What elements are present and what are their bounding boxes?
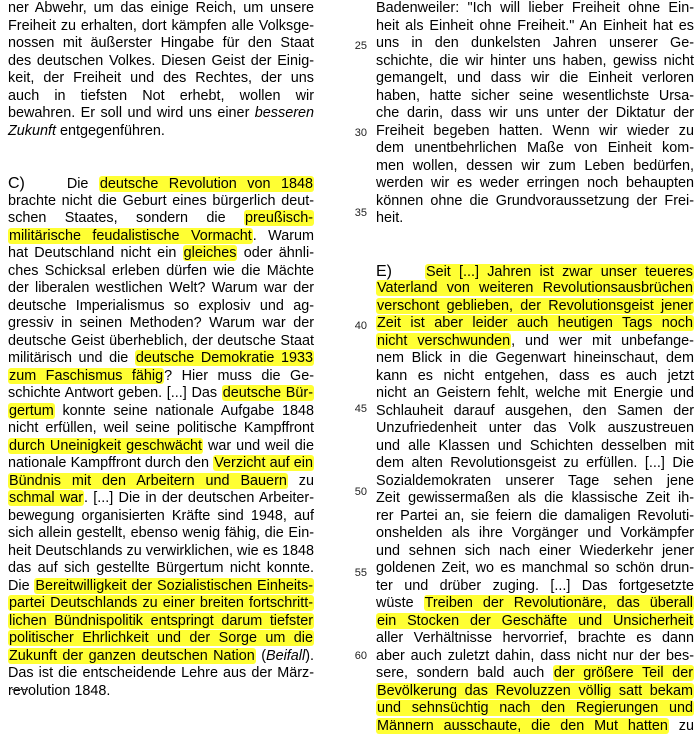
highlight: Treiben der Revolutionäre, das überall	[424, 595, 694, 611]
highlight: preußisch-	[244, 210, 314, 226]
line-number: 35	[343, 207, 367, 219]
text-line: nicht verschwunden, und wer mit unbefange-	[376, 333, 694, 351]
text-line: rer Partei an, sie feiern die damaligen Revoluti-	[376, 508, 694, 526]
text-line: und sehnen sich nach einer Wiederkehr jener	[376, 543, 694, 561]
text-line: gressiv in seinen Methoden? Warum war der	[8, 315, 314, 333]
text-line	[376, 700, 694, 718]
text-line: bewegung organisierten Kräfte sind 1948, auf	[8, 508, 314, 526]
text-line: des deutschen Volkes. Diesen Geist der Einig-	[8, 53, 314, 71]
text-line: Sozialdemokraten unserer Tage sehen jene	[376, 473, 694, 491]
line-number: 60	[343, 650, 367, 662]
highlight: der größere Teil der	[553, 665, 694, 681]
highlight: Seit [...] Jahren ist zwar unser teueres	[425, 264, 694, 280]
highlight: schmal war	[8, 490, 84, 506]
text-line: nicht erfüllen, weil seine politische Kampffront	[8, 420, 314, 438]
text-line: Badenweiler: "Ich will lieber Freiheit ohne Ein-	[376, 0, 694, 18]
right-column	[376, 0, 694, 735]
highlight: deutsche Demokratie 1933	[135, 350, 314, 366]
text-line: gemangelt, und dass wir die Einheit verloren	[376, 70, 694, 88]
text-line: Zukunft entgegenführen.	[8, 123, 314, 141]
italic-word: Zukunft	[8, 123, 56, 139]
text-line: schichte, die wir hinter uns haben, gewiss nicht	[376, 53, 694, 71]
text-line	[376, 613, 694, 631]
text-line: Freiheit begeben hatten. Wenn wir wieder zu	[376, 123, 694, 141]
text-line: keit, der Freiheit und des Rechtes, der uns	[8, 70, 314, 88]
text-line	[8, 595, 314, 613]
text-line: nicht an Geistern fehlt, welche mit Energie und	[376, 385, 694, 403]
text-line: schichte Antwort geben. [...] Das deutsche Bür-	[8, 385, 314, 403]
text-line: zum Faschismus fähig? Hier muss die Ge-	[8, 368, 314, 386]
text-line: che darin, dass wir uns unter der Diktatur der	[376, 105, 694, 123]
text-line: heit als Einheit ohne Freiheit." An Einheit hat es	[376, 18, 694, 36]
highlight: durch Uneinigkeit geschwächt	[8, 438, 203, 454]
highlight: Zukunft der ganzen deutschen Nation	[8, 648, 256, 664]
highlight: Verzicht auf ein	[213, 455, 314, 471]
highlight: Bündnis mit den Arbeitern und Bauern	[8, 473, 288, 489]
section-e	[376, 263, 694, 735]
text-line: durch Uneinigkeit geschwächt war und weil die	[8, 438, 314, 456]
text-line: sich allein gestellt, ebenso wenig fähig, die Ein-	[8, 525, 314, 543]
line-number: 30	[343, 127, 367, 139]
text-line: kann es nicht entgehen, dass es auch jetzt	[376, 368, 694, 386]
text-line: Freiheit zu erhalten, dort kämpfen alle Volksge-	[8, 18, 314, 36]
text-line: deutsche Geist überheblich, der deutsche Staat	[8, 333, 314, 351]
text-line: deutsche Imperialismus so explosiv und ag-	[8, 298, 314, 316]
text-line: brachte nicht die Geburt eines bürgerlich deut-	[8, 193, 314, 211]
text-line: haben, hatte sicher seine wesentlichste Ursa-	[376, 88, 694, 106]
text-line: aber auch zuletzt dahin, dass nicht nur der bes-	[376, 648, 694, 666]
text-line: Männern ausschaute, die den Mut hatten zu	[376, 718, 694, 735]
text-line	[376, 315, 694, 333]
highlight: nicht verschwunden	[376, 333, 511, 349]
text-line: Unzufriedenheit unter das Volk auszustreuen	[376, 420, 694, 438]
text-line: der liberalen westlichen Welt? Warum war der	[8, 280, 314, 298]
text-line: und alle Klassen und Schichten desselben mit	[376, 438, 694, 456]
text-line: revolution 1848.	[8, 683, 314, 701]
text-line: heit.	[376, 210, 694, 228]
text-line: nationale Kampffront durch den Verzicht auf ein	[8, 455, 314, 473]
text-line: gertum konnte seine nationale Aufgabe 1848	[8, 403, 314, 421]
text-line: auch in tiefsten Not erhebt, wollen wir	[8, 88, 314, 106]
text-line: ter und drüber zuging. [...] Das fortgesetzte	[376, 578, 694, 596]
text-line: sere, sondern bald auch der größere Teil der	[376, 665, 694, 683]
section-letter: C)	[8, 175, 25, 192]
text-line: können ohne die Grundvoraussetzung der Frei-	[376, 193, 694, 211]
text-line: wüste Treiben der Revolutionäre, das überall	[376, 595, 694, 613]
section-letter: E)	[376, 263, 392, 280]
text-line: Schlauheit darauf ausgehen, den Samen der	[376, 403, 694, 421]
page-fragment-mark	[12, 689, 28, 700]
text-line: dem alten Revolutionsgeist zu erfüllen. [...] Die	[376, 455, 694, 473]
highlight: deutsche Revolution von 1848	[99, 176, 314, 192]
line-number: 45	[343, 403, 367, 415]
highlight: gertum	[8, 403, 55, 419]
highlight: politischer Ehrlichkeit und der Sorge um die	[8, 630, 314, 646]
italic-word: Beifall	[266, 648, 305, 664]
text-line: militärisch und die deutsche Demokratie 1933	[8, 350, 314, 368]
text-line: Zeit gewissermaßen als die klassische Zeit ih-	[376, 490, 694, 508]
left-column	[8, 0, 314, 700]
highlight: gleiches	[183, 245, 238, 261]
highlight: zum Faschismus fähig	[8, 368, 164, 384]
text-line: ner Abwehr, um das einige Reich, um unsere	[8, 0, 314, 18]
text-line	[376, 280, 694, 298]
text-line: goldenen Zeit, wo es manchmal so schön drun-	[376, 560, 694, 578]
text-line: heit Deutschlands zu verwirklichen, wie es 1848	[8, 543, 314, 561]
text-line: uns in den dunkelsten Jahren unserer Ge-	[376, 35, 694, 53]
text-line: onshelden als ihre Vorgänger und Vorkämpfer	[376, 525, 694, 543]
text-line: Bündnis mit den Arbeitern und Bauern zu	[8, 473, 314, 491]
highlight: deutsche Bür-	[222, 385, 314, 401]
line-number: 40	[343, 320, 367, 332]
highlight: militärische feudalistische Vormacht	[8, 228, 253, 244]
highlight: und sehnsüchtig nach den Regierungen und	[376, 700, 694, 716]
text-line: nossen mit äußerster Hingabe für den Staat	[8, 35, 314, 53]
line-number: 25	[343, 40, 367, 52]
highlight: Vaterland von weiteren Revolutionsausbrüchen	[376, 280, 694, 296]
text-line: aller Verhältnisse hervorrief, brachte es dann	[376, 630, 694, 648]
text-line: nem Blick in die Gegenwart hineinschaut, dem	[376, 350, 694, 368]
text-line: das auf sich gestellte Bürgertum nicht konnte.	[8, 560, 314, 578]
text-line: hat Deutschland nicht ein gleiches oder ähnli-	[8, 245, 314, 263]
highlight: Männern ausschaute, die den Mut hatten	[376, 718, 669, 734]
text-line: ches Schicksal erleben dürfen wie die Mächte	[8, 263, 314, 281]
text-line	[376, 298, 694, 316]
text-line: Die Bereitwilligkeit der Sozialistischen Einheits-	[8, 578, 314, 596]
highlight: lichen Bündnispolitik entspringt darum tiefster	[8, 613, 314, 629]
text-line	[8, 613, 314, 631]
italic-word: besseren	[255, 105, 314, 121]
text-line: Das ist die entscheidende Lehre aus der März-	[8, 665, 314, 683]
text-line	[376, 263, 694, 281]
highlight: Zeit ist aber leider auch heutigen Tags noch	[376, 315, 694, 331]
highlight: ein Stocken der Geschäfte und Unsicherheit	[376, 613, 694, 629]
section-c	[8, 175, 314, 700]
text-line: C) Die deutsche Revolution von 1848	[8, 175, 314, 193]
highlight: verschont geblieben, der Revolutionsgeist jener	[376, 298, 694, 314]
highlight: Bereitwilligkeit der Sozialistischen Einheits-	[34, 578, 314, 594]
text-line: Zukunft der ganzen deutschen Nation (Beifall).	[8, 648, 314, 666]
text-line: werden wir es weder erringen noch behaupten	[376, 175, 694, 193]
line-number: 55	[343, 567, 367, 579]
highlight: Bevölkerung das Revoluzzen völlig satt bekam	[376, 683, 694, 699]
text-line: men wollen, dessen wir zum Leben bedürfen,	[376, 158, 694, 176]
text-line	[376, 683, 694, 701]
line-number: 50	[343, 486, 367, 498]
text-line: militärische feudalistische Vormacht. Warum	[8, 228, 314, 246]
text-line	[8, 630, 314, 648]
highlight: partei Deutschlands zu einer breiten fortschritt-	[8, 595, 314, 611]
text-line: dem unentbehrlichen Maße von Einheit kom-	[376, 140, 694, 158]
text-line: bewahren. Er soll und wird uns einer besseren	[8, 105, 314, 123]
text-line: schmal war. [...] Die in der deutschen Arbeiter-	[8, 490, 314, 508]
text-line: schen Staates, sondern die preußisch-	[8, 210, 314, 228]
